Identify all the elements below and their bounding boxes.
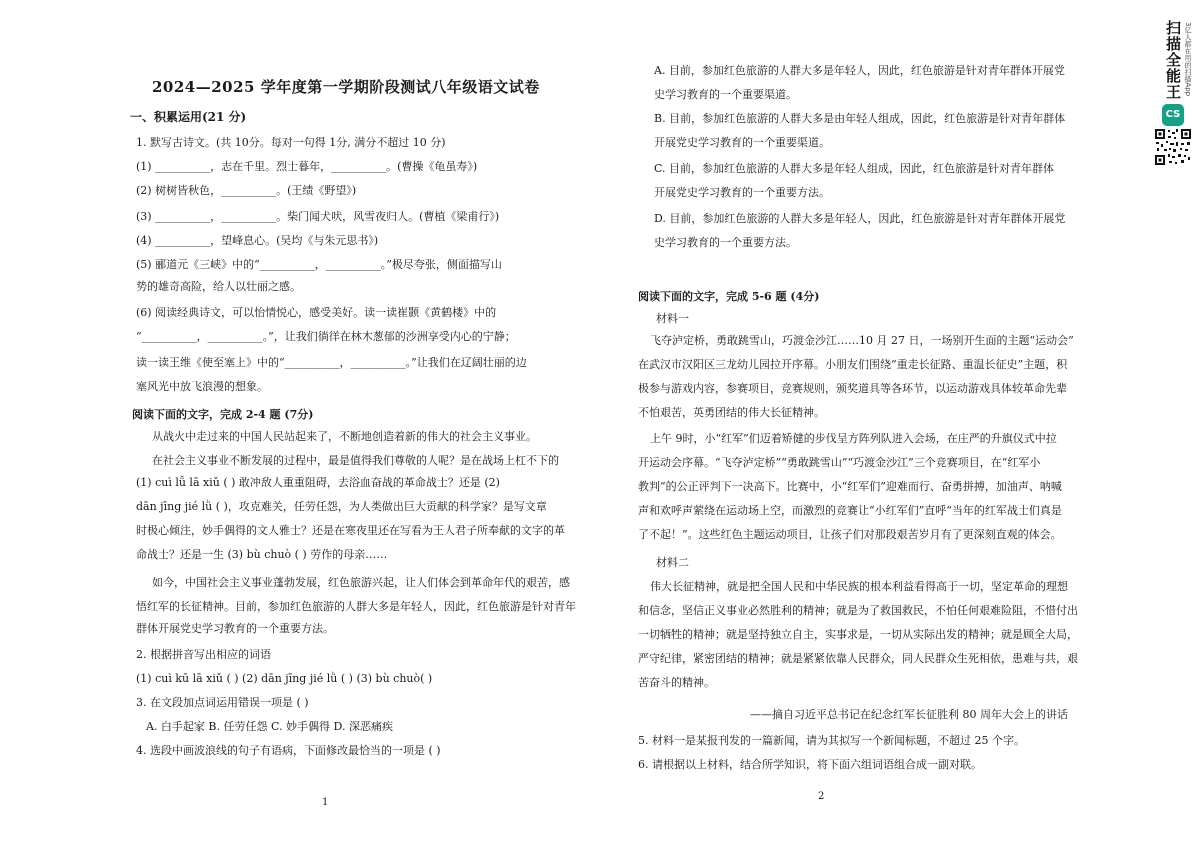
question-1-heading: 1. 默写古诗文。(共 10分。每对一句得 1分, 满分不超过 10 分) [136,136,446,149]
material-1-line: 极参与游戏内容，参赛项目，竞赛规则，颁奖道具等各环节，以运动游戏具体较革命先辈 [638,382,1067,395]
question-1-item-6-line-1: (6) 阅读经典诗文，可以怡情悦心，感受美好。读一读崔颢《黄鹤楼》中的 [136,306,497,319]
question-1-item-3: (3) __________，__________。柴门闻犬吠，风雪夜归人。(曹植《梁甫行》) [136,210,500,223]
exam-page-2 [600,0,1148,848]
option-d-line-2: 史学习教育的一个重要方法。 [654,236,797,249]
scanner-brand: 扫描全能王 [1164,20,1182,100]
question-1-item-2: (2) 树树皆秋色，__________。(王绩《野望》) [136,184,357,197]
question-3-options: A. 白手起家 B. 任劳任怨 C. 妙手偶得 D. 深恶痛疾 [146,720,393,733]
option-b-line-2: 开展党史学习教育的一个重要渠道。 [654,136,830,149]
page-number: 1 [322,797,329,808]
source-citation: ——摘自习近平总书记在纪念红军长征胜利 80 周年大会上的讲话 [750,708,1068,721]
question-1-item-6-line-2: “__________，__________。”，让我们徜徉在林木葱郁的沙洲享受内心的宁静； [136,330,516,343]
passage-line: 如今，中国社会主义事业蓬勃发展，红色旅游兴起，让人们体会到革命年代的艰苦，感 [152,576,570,589]
question-1-item-5-line-1: (5) 郦道元《三峡》中的“__________，__________。”极尽夸张，侧面描写山 [136,258,502,271]
material-1-line: 了不起！”。这些红色主题运动项目，让孩子们对那段艰苦岁月有了更深刻直观的体会。 [638,528,1062,541]
question-1-item-5-line-2: 势的雄奇高险，给人以壮丽之感。 [136,280,301,293]
passage-line: (1) cuì lǚ lā xiǔ ( ) 敢冲敌人重重阻碍，去浴血奋战的革命战士？还是 (2) [136,476,500,489]
option-a-line-1: A. 目前，参加红色旅游的人群大多是年轻人，因此，红色旅游是针对青年群体开展党 [654,64,1065,77]
question-1-item-4: (4) __________，望峰息心。(吴均《与朱元思书》) [136,234,379,247]
option-d-line-1: D. 目前，参加红色旅游的人群大多是年轻人，因此，红色旅游是针对青年群体开展党 [654,212,1066,225]
option-a-line-2: 史学习教育的一个重要渠道。 [654,88,797,101]
material-1-line: 上午 9时，小“红军”们迈着矫健的步伐呈方阵列队进入会场，在庄严的升旗仪式中拉 [650,432,1057,445]
question-2: 2. 根据拼音写出相应的词语 [136,648,271,661]
camscanner-logo-icon: CS [1162,104,1184,126]
material-1-line: 飞夺泸定桥，勇敢跳雪山，巧渡金沙江……10 月 27 日，一场别开生面的主题“运动会” [650,334,1074,347]
material-2-line: 伟大长征精神，就是把全国人民和中华民族的根本利益看得高于一切，坚定革命的理想 [650,580,1068,593]
option-c-line-2: 开展党史学习教育的一个重要方法。 [654,186,830,199]
material-1-line: 不怕艰苦，英勇团结的伟大长征精神。 [638,406,825,419]
passage-line: 命战士？还是一生 (3) bù chuò ( ) 劳作的母亲…… [136,548,388,561]
section-heading: 一、积累运用(21 分) [130,110,247,124]
question-6: 6. 请根据以上材料，结合所学知识，将下面六组词语组合成一副对联。 [638,758,982,771]
material-1-line: 声和欢呼声萦绕在运动场上空，而激烈的竞赛让“小红军们”直呼“当年的红军战士们真是 [638,504,1062,517]
question-2-pinyin: (1) cuì kū lā xiǔ ( ) (2) dān jīng jié lǜ ( ) (3) bù chuò( ) [136,672,433,685]
reading-heading: 阅读下面的文字，完成 5-6 题 (4分) [638,290,820,303]
material-2-line: 苦奋斗的精神。 [638,676,715,689]
scanner-tagline: 3亿人都在用的扫描App [1184,22,1192,97]
material-1-line: 在武汉市汉阳区三龙幼儿园拉开序幕。小朋友们围绕“重走长征路、重温长征史”主题，积 [638,358,1068,371]
passage-line: dān jīng jié lǜ ( )，攻克难关，任劳任怨，为人类做出巨大贡献的科学家？是写文章 [136,500,547,513]
page-number: 2 [818,791,825,802]
question-1-item-1: (1) __________，志在千里。烈士暮年，__________。(曹操《龟虽寿》) [136,160,478,173]
qr-code-icon [1154,128,1192,166]
scanner-watermark [1148,0,1200,848]
option-b-line-1: B. 目前，参加红色旅游的人群大多是由年轻人组成，因此，红色旅游是针对青年群体 [654,112,1066,125]
option-c-line-1: C. 目前，参加红色旅游的人群大多是年轻人组成，因此，红色旅游是针对青年群体 [654,162,1055,175]
passage-line: 在社会主义事业不断发展的过程中，最是值得我们尊敬的人呢？是在战场上杠不下的 [152,454,559,467]
material-2-line: 严守纪律，紧密团结的精神；就是紧紧依靠人民群众，同人民群众生死相依，患难与共，艰 [638,652,1078,665]
material-1-line: 教判”的公正评判下一决高下。比赛中，小“红军们”迎难而行、奋勇拼搏，加油声、呐喊 [638,480,1062,493]
passage-line: 时极心倾注，妙手偶得的文人雅士？还是在寒夜里还在写看为王人君子所奉献的文字的革 [136,524,565,537]
question-1-item-6-line-3: 读一读王维《使至塞上》中的“__________，__________。”让我们在辽阔壮丽的边 [136,356,527,369]
question-1-item-6-line-4: 塞风光中放飞浪漫的想象。 [136,380,268,393]
passage-line: 悟红军的长征精神。目前，参加红色旅游的人群大多是年轻人，因此，红色旅游是针对青年 [136,600,576,613]
material-1-title: 材料一 [656,312,689,325]
question-4: 4. 选段中画波浪线的句子有语病，下面修改最恰当的一项是 ( ) [136,744,441,757]
reading-heading: 阅读下面的文字，完成 2-4 题 (7分) [132,408,314,421]
passage-line: 群体开展党史学习教育的一个重要方法。 [136,622,334,635]
passage-line: 从战火中走过来的中国人民站起来了，不断地创造着新的伟大的社会主义事业。 [152,430,537,443]
exam-title: 2024—2025 学年度第一学期阶段测试八年级语文试卷 [152,78,540,96]
material-2-line: 一切牺牲的精神；就是坚持独立自主，实事求是，一切从实际出发的精神；就是顾全大局， [638,628,1078,641]
material-2-line: 和信念，坚信正义事业必然胜利的精神；就是为了救国救民，不怕任何艰难险阻，不惜付出 [638,604,1078,617]
question-5: 5. 材料一是某报刊发的一篇新闻，请为其拟写一个新闻标题，不超过 25 个字。 [638,734,1025,747]
material-2-title: 材料二 [656,556,689,569]
material-1-line: 开运动会序幕。“飞夺泸定桥”“勇敢跳雪山”“巧渡金沙江”三个竞赛项目，在“红军小 [638,456,1041,469]
question-3: 3. 在文段加点词运用错误一项是 ( ) [136,696,309,709]
